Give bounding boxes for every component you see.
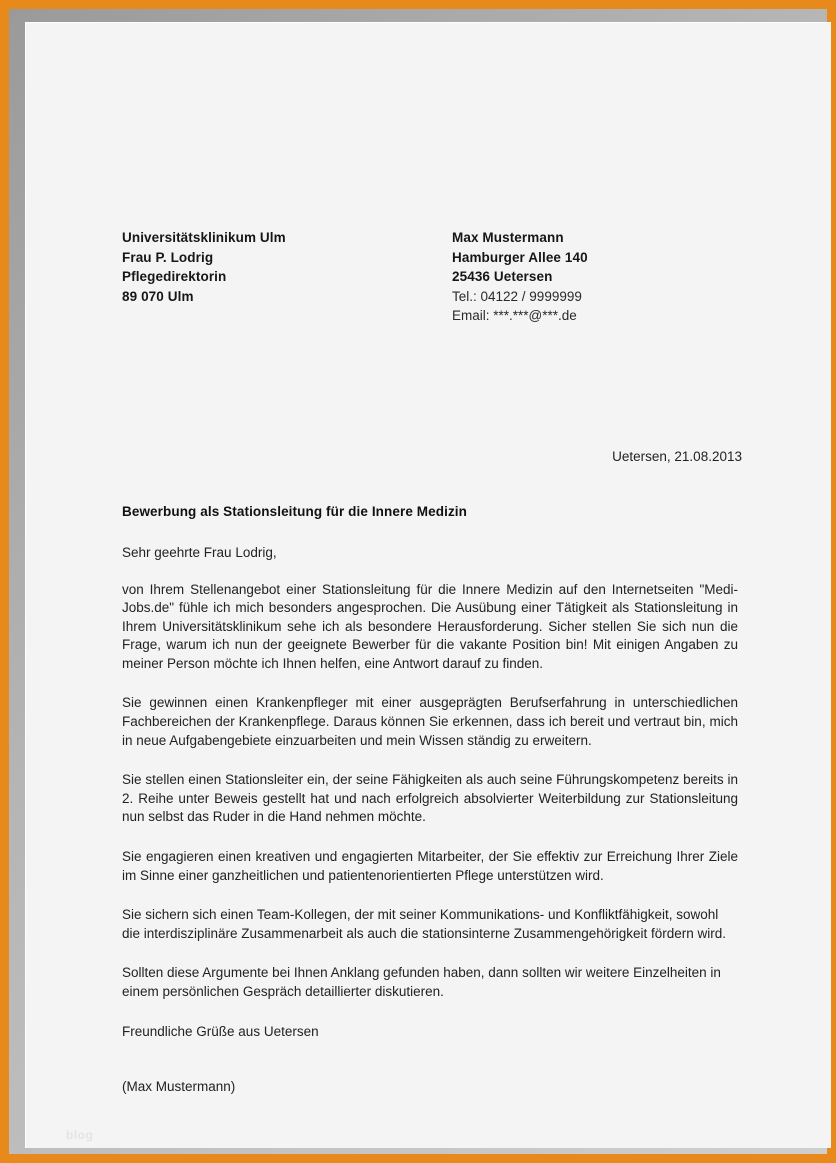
sender-address xyxy=(452,228,752,326)
sender-line-city: 25436 Uetersen xyxy=(452,269,553,284)
letter-paragraph-2: Sie gewinnen einen Krankenpfleger mit einer ausgeprägten Berufserfahrung in unterschiedlichen Fachbereichen der Krankenpflege. Daraus können Sie erkennen, dass ich bereit und vertraut bin, mich in neue Aufgabengebiete einzuarbeiten und mein Wissen ständig zu erweitern. xyxy=(122,695,738,748)
frame-bevel xyxy=(9,9,827,1154)
recipient-line-organization: Universitätsklinikum Ulm xyxy=(122,230,286,245)
letter-paragraph-1: von Ihrem Stellenangebot einer Stationsleitung für die Innere Medizin auf den Internetseiten "Medi-Jobs.de" fühle ich mich besonders angesprochen. Die Ausübung einer Tätigkeit als Stationsleitung in Ihrem Universitätsklinikum sehe ich als besondere Herausforderung. Sicher stellen Sie sich nun die Frage, warum ich nun der geeignete Bewerber für die vakante Position bin! Mit einigen Angaben zu meiner Person möchte ich Ihnen helfen, eine Antwort darauf zu finden. xyxy=(122,581,738,671)
letter-closing: Freundliche Grüße aus Uetersen xyxy=(122,1023,319,1039)
letter-content xyxy=(122,228,752,1094)
recipient-address xyxy=(122,228,452,326)
recipient-line-role: Pflegedirektorin xyxy=(122,269,227,284)
letter-signature: (Max Mustermann) xyxy=(122,1078,236,1094)
address-block xyxy=(122,228,752,326)
recipient-line-city: 89 070 Ulm xyxy=(122,288,194,304)
letter-paragraph-5: Sie sichern sich einen Team-Kollegen, der mit seiner Kommunikations- und Konfliktfähigkeit, sowohl die interdisziplinäre Zusammenarbeit als auch die stationsinterne Zusammengehörigkeit fördern wird. xyxy=(122,907,727,941)
sender-line-name: Max Mustermann xyxy=(452,230,564,245)
sender-line-street: Hamburger Allee 140 xyxy=(452,249,588,265)
page-watermark: blog xyxy=(66,1128,94,1142)
date-row xyxy=(122,448,752,466)
letter-sheet xyxy=(25,22,831,1148)
letter-paragraph-3: Sie stellen einen Stationsleiter ein, der seine Fähigkeiten als auch seine Führungskompetenz bereits in 2. Reihe unter Beweis gestellt hat und nach erfolgreich absolvierter Weiterbildung zur Stationsleitung nun selbst das Ruder in die Hand nehmen möchte. xyxy=(122,772,738,825)
letter-subject: Bewerbung als Stationsleitung für die Innere Medizin xyxy=(122,503,467,519)
letter-paragraph-4: Sie engagieren einen kreativen und engagierten Mitarbeiter, der Sie effektiv zur Erreichung Ihrer Ziele im Sinne einer ganzheitlichen und patientenorientierten Pflege unterstützen wird. xyxy=(122,849,738,883)
sender-email: Email: ***.***@***.de xyxy=(452,308,577,323)
letter-paragraph-6: Sollten diese Argumente bei Ihnen Anklang gefunden haben, dann sollten wir weitere Einzelheiten in einem persönlichen Gespräch detaillierter diskutieren. xyxy=(122,965,721,999)
sender-phone: Tel.: 04122 / 9999999 xyxy=(452,288,582,304)
recipient-line-name: Frau P. Lodrig xyxy=(122,249,214,265)
letter-date: Uetersen, 21.08.2013 xyxy=(612,448,742,464)
letter-salutation: Sehr geehrte Frau Lodrig, xyxy=(122,544,277,560)
